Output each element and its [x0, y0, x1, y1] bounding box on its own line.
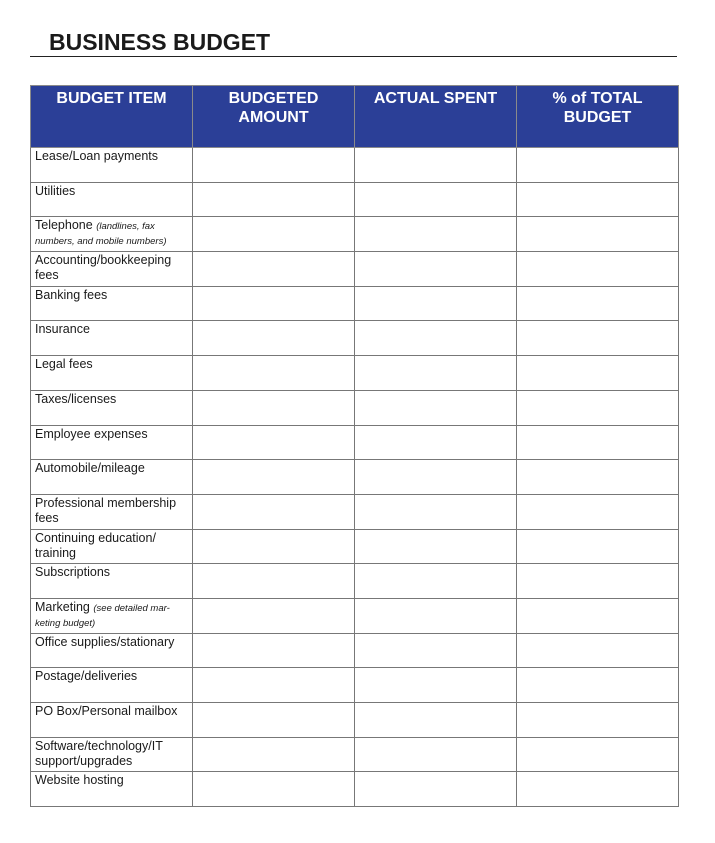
budget-item-note: (see detailed mar-keting budget) [35, 602, 170, 629]
budgeted-amount-cell[interactable] [193, 286, 355, 321]
percent-total-cell[interactable] [517, 460, 679, 495]
budget-item-cell [31, 356, 193, 391]
percent-total-cell[interactable] [517, 182, 679, 217]
table-row [31, 390, 679, 425]
table-row [31, 668, 679, 703]
page-title: BUSINESS BUDGET [49, 29, 271, 55]
budgeted-amount-cell[interactable] [193, 148, 355, 183]
budget-item-label: Subscriptions [35, 565, 111, 580]
percent-total-cell[interactable] [517, 390, 679, 425]
budget-item-cell [31, 321, 193, 356]
actual-spent-cell[interactable] [355, 494, 517, 529]
budget-item-label: Continuing education/ training [35, 530, 156, 560]
budget-item-label: Office supplies/stationary [35, 634, 175, 649]
budgeted-amount-cell[interactable] [193, 321, 355, 356]
budget-item-cell [31, 772, 193, 807]
budget-item-label: Marketing [35, 599, 90, 614]
budget-table [30, 85, 679, 807]
percent-total-cell[interactable] [517, 217, 679, 252]
table-row [31, 598, 679, 633]
actual-spent-cell[interactable] [355, 148, 517, 183]
actual-spent-cell[interactable] [355, 703, 517, 738]
budget-item-cell [31, 737, 193, 772]
table-row [31, 356, 679, 391]
actual-spent-cell[interactable] [355, 390, 517, 425]
budgeted-amount-cell[interactable] [193, 529, 355, 564]
table-row [31, 148, 679, 183]
budgeted-amount-cell[interactable] [193, 633, 355, 668]
actual-spent-cell[interactable] [355, 564, 517, 599]
actual-spent-cell[interactable] [355, 182, 517, 217]
header-percent-total: % of TOTAL BUDGET [517, 86, 679, 148]
budget-item-label: Banking fees [35, 287, 108, 302]
budget-item-label: Insurance [35, 322, 90, 337]
percent-total-cell[interactable] [517, 772, 679, 807]
budget-item-cell [31, 148, 193, 183]
percent-total-cell[interactable] [517, 633, 679, 668]
percent-total-cell[interactable] [517, 668, 679, 703]
budget-item-label: Postage/deliveries [35, 669, 138, 684]
table-row [31, 633, 679, 668]
budgeted-amount-cell[interactable] [193, 737, 355, 772]
budgeted-amount-cell[interactable] [193, 772, 355, 807]
table-row [31, 703, 679, 738]
table-row [31, 494, 679, 529]
budget-item-cell [31, 529, 193, 564]
budgeted-amount-cell[interactable] [193, 217, 355, 252]
budget-item-cell [31, 182, 193, 217]
budget-item-cell [31, 252, 193, 287]
table-row [31, 425, 679, 460]
actual-spent-cell[interactable] [355, 772, 517, 807]
budgeted-amount-cell[interactable] [193, 252, 355, 287]
actual-spent-cell[interactable] [355, 286, 517, 321]
actual-spent-cell[interactable] [355, 598, 517, 633]
budget-item-cell [31, 460, 193, 495]
budget-item-cell [31, 633, 193, 668]
budget-item-cell [31, 668, 193, 703]
budget-item-cell [31, 494, 193, 529]
table-row [31, 460, 679, 495]
budget-item-label: PO Box/Personal mailbox [35, 704, 178, 718]
header-budgeted-amount: BUDGETED AMOUNT [193, 86, 355, 148]
budgeted-amount-cell[interactable] [193, 460, 355, 495]
budgeted-amount-cell[interactable] [193, 668, 355, 703]
percent-total-cell[interactable] [517, 737, 679, 772]
budgeted-amount-cell[interactable] [193, 425, 355, 460]
table-row [31, 772, 679, 807]
budget-item-cell [31, 217, 193, 252]
percent-total-cell[interactable] [517, 286, 679, 321]
table-row [31, 182, 679, 217]
budget-item-label: Taxes/licenses [35, 391, 117, 406]
actual-spent-cell[interactable] [355, 633, 517, 668]
budgeted-amount-cell[interactable] [193, 703, 355, 738]
actual-spent-cell[interactable] [355, 252, 517, 287]
table-row [31, 564, 679, 599]
budgeted-amount-cell[interactable] [193, 564, 355, 599]
actual-spent-cell[interactable] [355, 321, 517, 356]
table-row [31, 321, 679, 356]
budget-item-cell [31, 598, 193, 633]
actual-spent-cell[interactable] [355, 356, 517, 391]
table-row [31, 529, 679, 564]
table-row [31, 252, 679, 287]
budget-item-cell [31, 564, 193, 599]
percent-total-cell[interactable] [517, 494, 679, 529]
header-row [31, 86, 679, 148]
table-row [31, 217, 679, 252]
budget-item-note: (landlines, fax numbers, and mobile numbers) [35, 221, 167, 248]
budgeted-amount-cell[interactable] [193, 598, 355, 633]
budget-item-label: Website hosting [35, 773, 124, 788]
actual-spent-cell[interactable] [355, 425, 517, 460]
actual-spent-cell[interactable] [355, 217, 517, 252]
percent-total-cell[interactable] [517, 529, 679, 564]
title-divider [30, 56, 677, 57]
budget-item-label: Telephone [35, 218, 93, 233]
actual-spent-cell[interactable] [355, 529, 517, 564]
actual-spent-cell[interactable] [355, 737, 517, 772]
percent-total-cell[interactable] [517, 564, 679, 599]
percent-total-cell[interactable] [517, 148, 679, 183]
table-row [31, 737, 679, 772]
budgeted-amount-cell[interactable] [193, 356, 355, 391]
actual-spent-cell[interactable] [355, 668, 517, 703]
budget-item-label: Software/technology/IT support/upgrades [35, 738, 163, 768]
percent-total-cell[interactable] [517, 356, 679, 391]
percent-total-cell[interactable] [517, 252, 679, 287]
budget-item-label: Automobile/mileage [35, 461, 145, 476]
budget-item-label: Lease/Loan payments [35, 149, 159, 163]
header-budget-item: BUDGET ITEM [31, 86, 193, 148]
header-actual-spent: ACTUAL SPENT [355, 86, 517, 148]
budget-item-cell [31, 286, 193, 321]
budget-item-label: Accounting/bookkeeping fees [35, 253, 172, 283]
budgeted-amount-cell[interactable] [193, 182, 355, 217]
percent-total-cell[interactable] [517, 321, 679, 356]
budget-item-label: Utilities [35, 183, 76, 198]
percent-total-cell[interactable] [517, 598, 679, 633]
actual-spent-cell[interactable] [355, 460, 517, 495]
budget-item-cell [31, 390, 193, 425]
budget-item-cell [31, 425, 193, 460]
budgeted-amount-cell[interactable] [193, 494, 355, 529]
budget-item-label: Legal fees [35, 357, 93, 372]
budget-item-cell [31, 703, 193, 738]
budget-item-label: Employee expenses [35, 426, 148, 441]
budget-item-label: Professional membership fees [35, 495, 177, 525]
budgeted-amount-cell[interactable] [193, 390, 355, 425]
table-row [31, 286, 679, 321]
percent-total-cell[interactable] [517, 425, 679, 460]
percent-total-cell[interactable] [517, 703, 679, 738]
